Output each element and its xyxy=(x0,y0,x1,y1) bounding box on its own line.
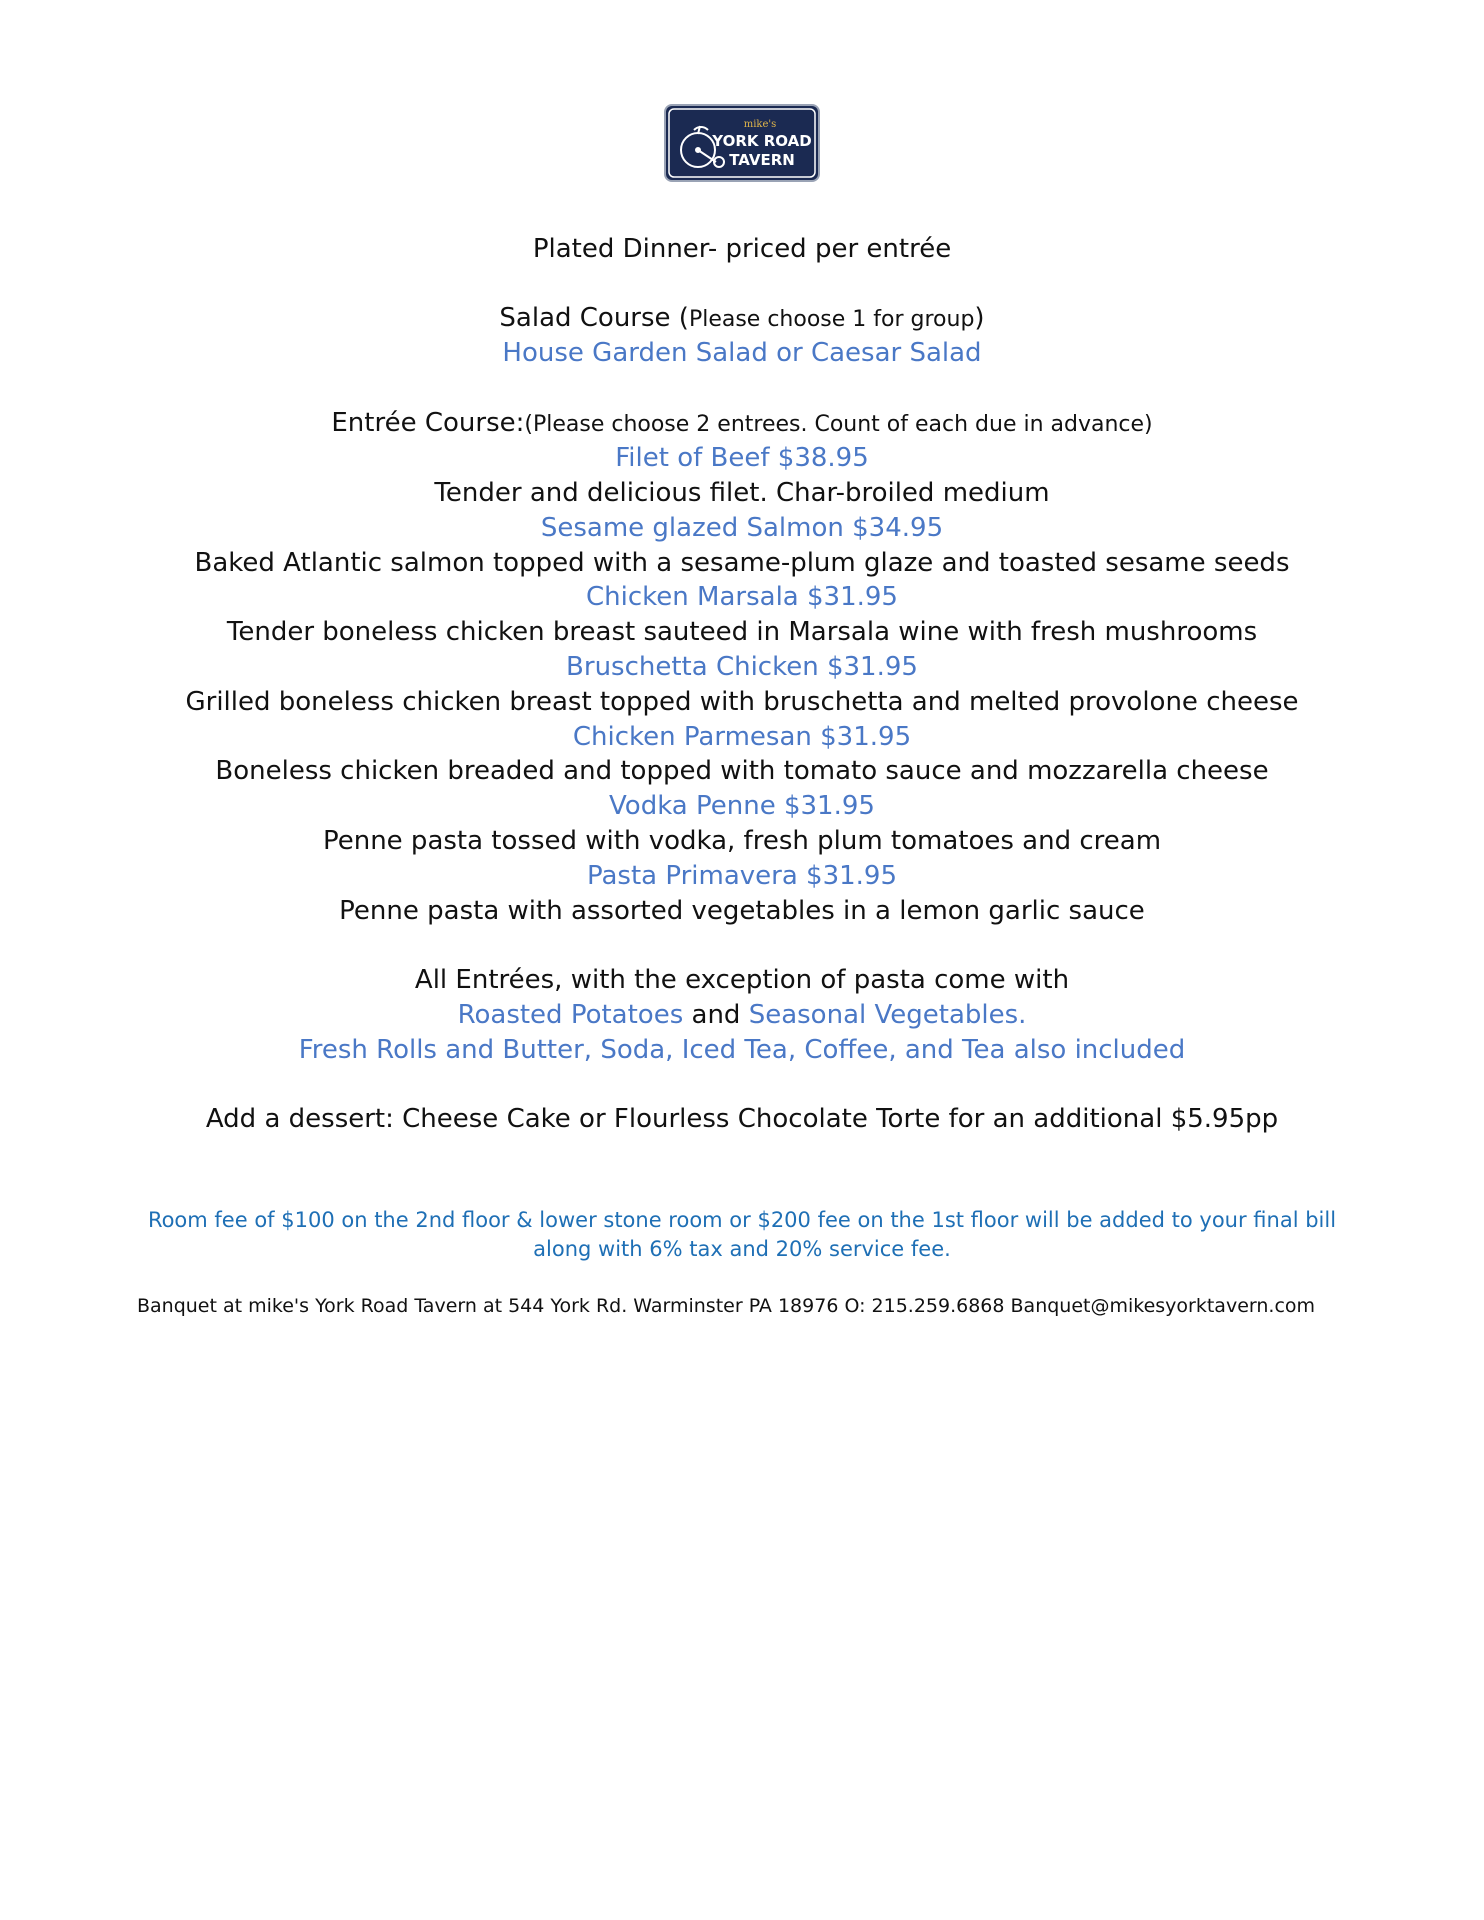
entree-item-desc: Tender and delicious filet. Char-broiled medium xyxy=(434,478,1050,508)
side-potatoes: Roasted Potatoes xyxy=(457,1000,684,1030)
entree-note: (Please choose 2 entrees. Count of each due in advance) xyxy=(524,412,1153,437)
entree-heading-text: Entrée Course: xyxy=(331,408,525,438)
entree-item-desc: Grilled boneless chicken breast topped with bruschetta and melted provolone cheese xyxy=(185,687,1299,717)
entree-item-desc: Penne pasta tossed with vodka, fresh plum tomatoes and cream xyxy=(322,826,1162,856)
entree-item-name: Chicken Parmesan $31.95 xyxy=(572,722,912,752)
entree-item-name: Chicken Marsala $31.95 xyxy=(586,582,898,612)
entree-course-heading xyxy=(0,410,1484,436)
tavern-logo xyxy=(664,104,820,182)
salad-course-heading xyxy=(0,305,1484,331)
entree-item-desc: Boneless chicken breaded and topped with tomato sauce and mozzarella cheese xyxy=(215,756,1269,786)
logo-line1: YORK ROAD xyxy=(712,132,812,150)
entree-item-name: Pasta Primavera $31.95 xyxy=(586,861,898,891)
entree-item-name: Bruschetta Chicken $31.95 xyxy=(566,652,918,682)
sides-intro: All Entrées, with the exception of pasta come with xyxy=(414,965,1070,995)
side-vegetables: Seasonal Vegetables. xyxy=(748,1000,1027,1030)
salad-note: Please choose 1 for group xyxy=(688,307,975,332)
room-fee-line1: Room fee of $100 on the 2nd floor & lower stone room or $200 fee on the 1st floor will be added to your final bill xyxy=(147,1208,1337,1232)
salad-heading-close: ) xyxy=(974,303,985,333)
entree-item-name: Filet of Beef $38.95 xyxy=(615,443,869,473)
room-fee-line2: along with 6% tax and 20% service fee. xyxy=(533,1237,951,1261)
sides-conjunction: and xyxy=(683,1000,749,1030)
logo-small-text: mike's xyxy=(743,119,777,130)
salad-heading-text: Salad Course ( xyxy=(499,303,689,333)
entree-item-name: Sesame glazed Salmon $34.95 xyxy=(540,513,944,543)
logo-line2: TAVERN xyxy=(729,151,795,169)
dessert-addon: Add a dessert: Cheese Cake or Flourless Chocolate Torte for an additional $5.95pp xyxy=(205,1104,1279,1134)
menu-title: Plated Dinner- priced per entrée xyxy=(532,234,952,264)
included-items: Fresh Rolls and Butter, Soda, Iced Tea, Coffee, and Tea also included xyxy=(298,1035,1186,1065)
contact-footer: Banquet at mike's York Road Tavern at 544 York Rd. Warminster PA 18976 O: 215.259.6868 Banquet@mikesyorktavern.com xyxy=(136,1295,1316,1317)
entree-item-name: Vodka Penne $31.95 xyxy=(609,791,875,821)
entree-item-desc: Penne pasta with assorted vegetables in a lemon garlic sauce xyxy=(339,896,1145,926)
entree-item-desc: Tender boneless chicken breast sauteed in Marsala wine with fresh mushrooms xyxy=(226,617,1258,647)
entree-item-desc: Baked Atlantic salmon topped with a sesame-plum glaze and toasted sesame seeds xyxy=(194,548,1290,578)
sides-line xyxy=(0,1002,1484,1028)
salad-options: House Garden Salad or Caesar Salad xyxy=(502,338,982,368)
